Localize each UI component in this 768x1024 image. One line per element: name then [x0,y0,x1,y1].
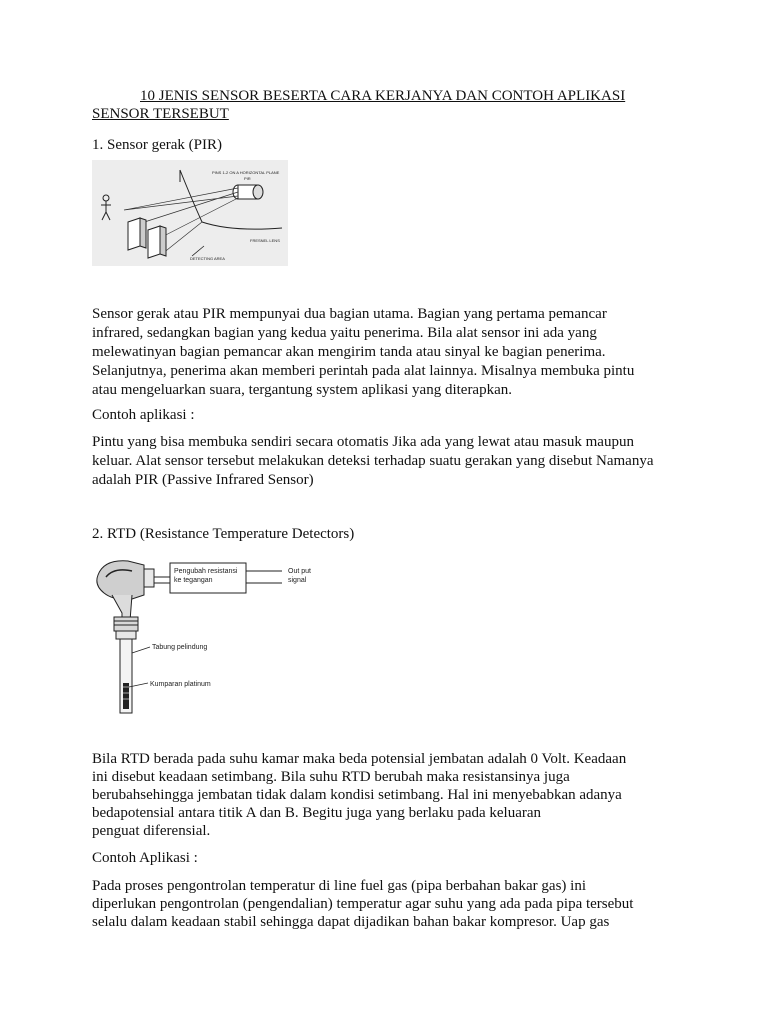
section-2-heading: 2. RTD (Resistance Temperature Detectors) [92,526,355,542]
document-title-line-2: SENSOR TERSEBUT [92,106,229,122]
label-detecting-area: DETECTING AREA [190,256,225,261]
s2-paragraph-line-2: ini disebut keadaan setimbang. Bila suhu RTD berubah maka resistansinya juga [92,769,570,785]
rtd-head [97,561,154,600]
section-1-heading: 1. Sensor gerak (PIR) [92,137,222,153]
s2-paragraph-line-5: penguat diferensial. [92,823,211,839]
s1-paragraph-line-5: atau mengeluarkan suara, tergantung system aplikasi yang diterapkan. [92,382,512,398]
s1-example-line-2: keluar. Alat sensor tersebut melakukan deteksi terhadap suatu gerakan yang disebut Namanya [92,453,654,469]
box-label-2: ke tegangan [174,577,213,584]
threaded-collar [114,617,138,639]
s2-example-line-2: diperlukan pengontrolan (pengendalian) temperatur agar suhu yang ada pada pipa tersebut [92,896,634,912]
s2-paragraph-line-4: bedapotensial antara titik A dan B. Begitu juga yang berlaku pada keluaran [92,805,542,821]
s2-example-heading: Contoh Aplikasi : [92,850,198,866]
label-fresnel-lens: FRESNEL LENS [250,238,280,243]
output-label-2: signal [288,577,307,584]
s1-example-heading: Contoh aplikasi : [92,407,195,423]
pir-sensor-figure [92,160,288,266]
tube-label: Tabung pelindung [152,644,208,651]
figure-background [92,160,288,266]
s2-paragraph-line-1: Bila RTD berada pada suhu kamar maka beda potensial jembatan adalah 0 Volt. Keadaan [92,751,627,767]
s1-example-line-1: Pintu yang bisa membuka sendiri secara otomatis Jika ada yang lewat atau masuk maupun [92,434,634,450]
s2-example-line-1: Pada proses pengontrolan temperatur di line fuel gas (pipa berbahan bakar gas) ini [92,878,586,894]
s1-paragraph-line-1: Sensor gerak atau PIR mempunyai dua bagian utama. Bagian yang pertama pemancar [92,306,607,322]
s2-paragraph-line-3: berubahsehingga jembatan tidak dalam kondisi setimbang. Hal ini menyebabkan adanya [92,787,622,803]
document-title-line-1: 10 JENIS SENSOR BESERTA CARA KERJANYA DAN CONTOH APLIKASI [140,88,626,104]
s1-example-line-3: adalah PIR (Passive Infrared Sensor) [92,472,314,488]
box-label-1: Pengubah resistansi [174,568,238,575]
s2-example-line-3: selalu dalam keadaan stabil sehingga dapat dijadikan bahan bakar kompresor. Uap gas [92,914,610,930]
s1-paragraph-line-3: melewatinyan bagian pemancar akan mengirim tanda atau sinyal ke bagian penerima. [92,344,606,360]
rtd-figure [92,555,317,717]
output-label-1: Out put [288,568,311,575]
label-pir: PIR [244,176,251,181]
label-pins: PINS 1-2 ON A HORIZONTAL PLANE [212,170,280,175]
platinum-coil [123,683,129,709]
coil-label: Kumparan platinum [150,681,211,688]
s1-paragraph-line-4: Selanjutnya, penerima akan memberi perintah pada alat lainnya. Misalnya membuka pintu [92,363,635,379]
s1-paragraph-line-2: infrared, sedangkan bagian yang kedua yaitu penerima. Bila alat sensor ini ada yang [92,325,597,341]
